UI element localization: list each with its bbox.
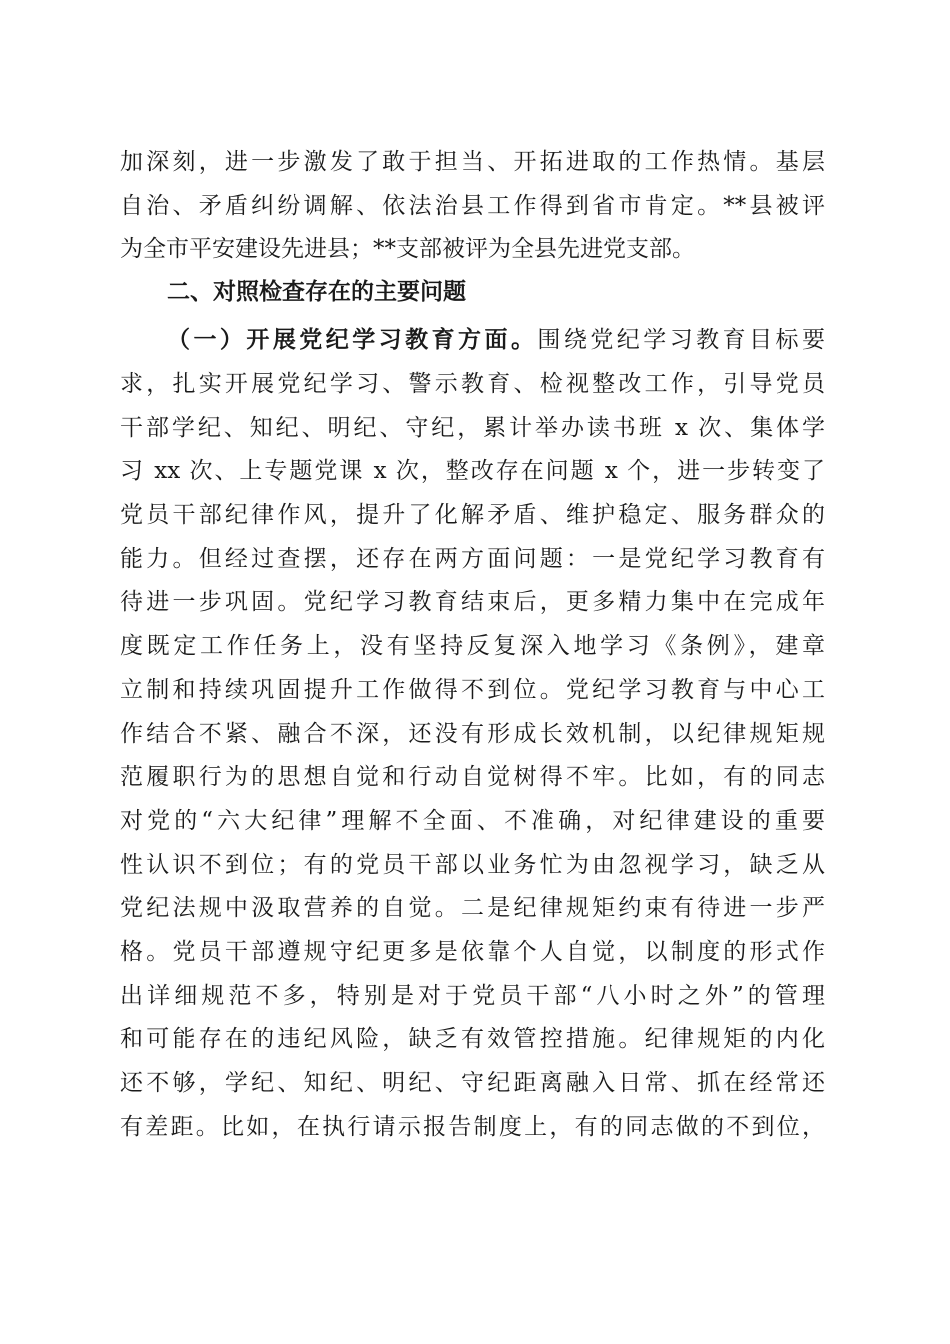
paragraph-line: 有差距。比如，在执行请示报告制度上，有的同志做的不到位，	[120, 1114, 825, 1140]
subsection-lead: （一）开展党纪学习教育方面。	[167, 326, 538, 353]
paragraph-line: 习 xx 次、上专题党课 x 次，整改存在问题 x 个，进一步转变了	[120, 458, 825, 484]
paragraph-line: 党纪法规中汲取营养的自觉。二是纪律规矩约束有待进一步严	[120, 895, 825, 921]
paragraph-line: 对党的“六大纪律”理解不全面、不准确，对纪律建设的重要	[120, 808, 825, 834]
paragraph-line: 和可能存在的违纪风险，缺乏有效管控措施。纪律规矩的内化	[120, 1026, 825, 1052]
paragraph-line: 出详细规范不多，特别是对于党员干部“八小时之外”的管理	[120, 983, 825, 1009]
paragraph-line: 能力。但经过查摆，还存在两方面问题：一是党纪学习教育有	[120, 546, 825, 572]
paragraph-line: 格。党员干部遵规守纪更多是依靠个人自觉，以制度的形式作	[120, 939, 825, 965]
body-line-3: 为全市平安建设先进县；**支部被评为全县先进党支部。	[120, 236, 695, 262]
paragraph-line: 性认识不到位；有的党员干部以业务忙为由忽视学习，缺乏从	[120, 852, 825, 878]
paragraph-line: 求，扎实开展党纪学习、警示教育、检视整改工作，引导党员	[120, 371, 825, 397]
paragraph-line: 范履职行为的思想自觉和行动自觉树得不牢。比如，有的同志	[120, 764, 825, 790]
body-line-1: 加深刻，进一步激发了敢于担当、开拓进取的工作热情。基层	[120, 149, 825, 175]
paragraph-line: 干部学纪、知纪、明纪、守纪，累计举办读书班 x 次、集体学	[120, 415, 825, 441]
paragraph-line: 作结合不紧、融合不深，还没有形成长效机制，以纪律规矩规	[120, 721, 825, 747]
body-line-2: 自治、矛盾纠纷调解、依法治县工作得到省市肯定。**县被评	[120, 193, 825, 219]
paragraph-line: 立制和持续巩固提升工作做得不到位。党纪学习教育与中心工	[120, 677, 825, 703]
paragraph-line: 还不够，学纪、知纪、明纪、守纪距离融入日常、抓在经常还	[120, 1070, 825, 1096]
paragraph-line: 度既定工作任务上，没有坚持反复深入地学习《条例》，建章	[120, 633, 825, 659]
paragraph-line: 党员干部纪律作风，提升了化解矛盾、维护稳定、服务群众的	[120, 502, 825, 528]
paragraph-line: 待进一步巩固。党纪学习教育结束后，更多精力集中在完成年	[120, 589, 825, 615]
paragraph-first-line	[167, 318, 825, 362]
section-heading: 二、对照检查存在的主要问题	[167, 279, 466, 305]
paragraph-first-line-rest: 围绕党纪学习教育目标要	[537, 327, 826, 353]
